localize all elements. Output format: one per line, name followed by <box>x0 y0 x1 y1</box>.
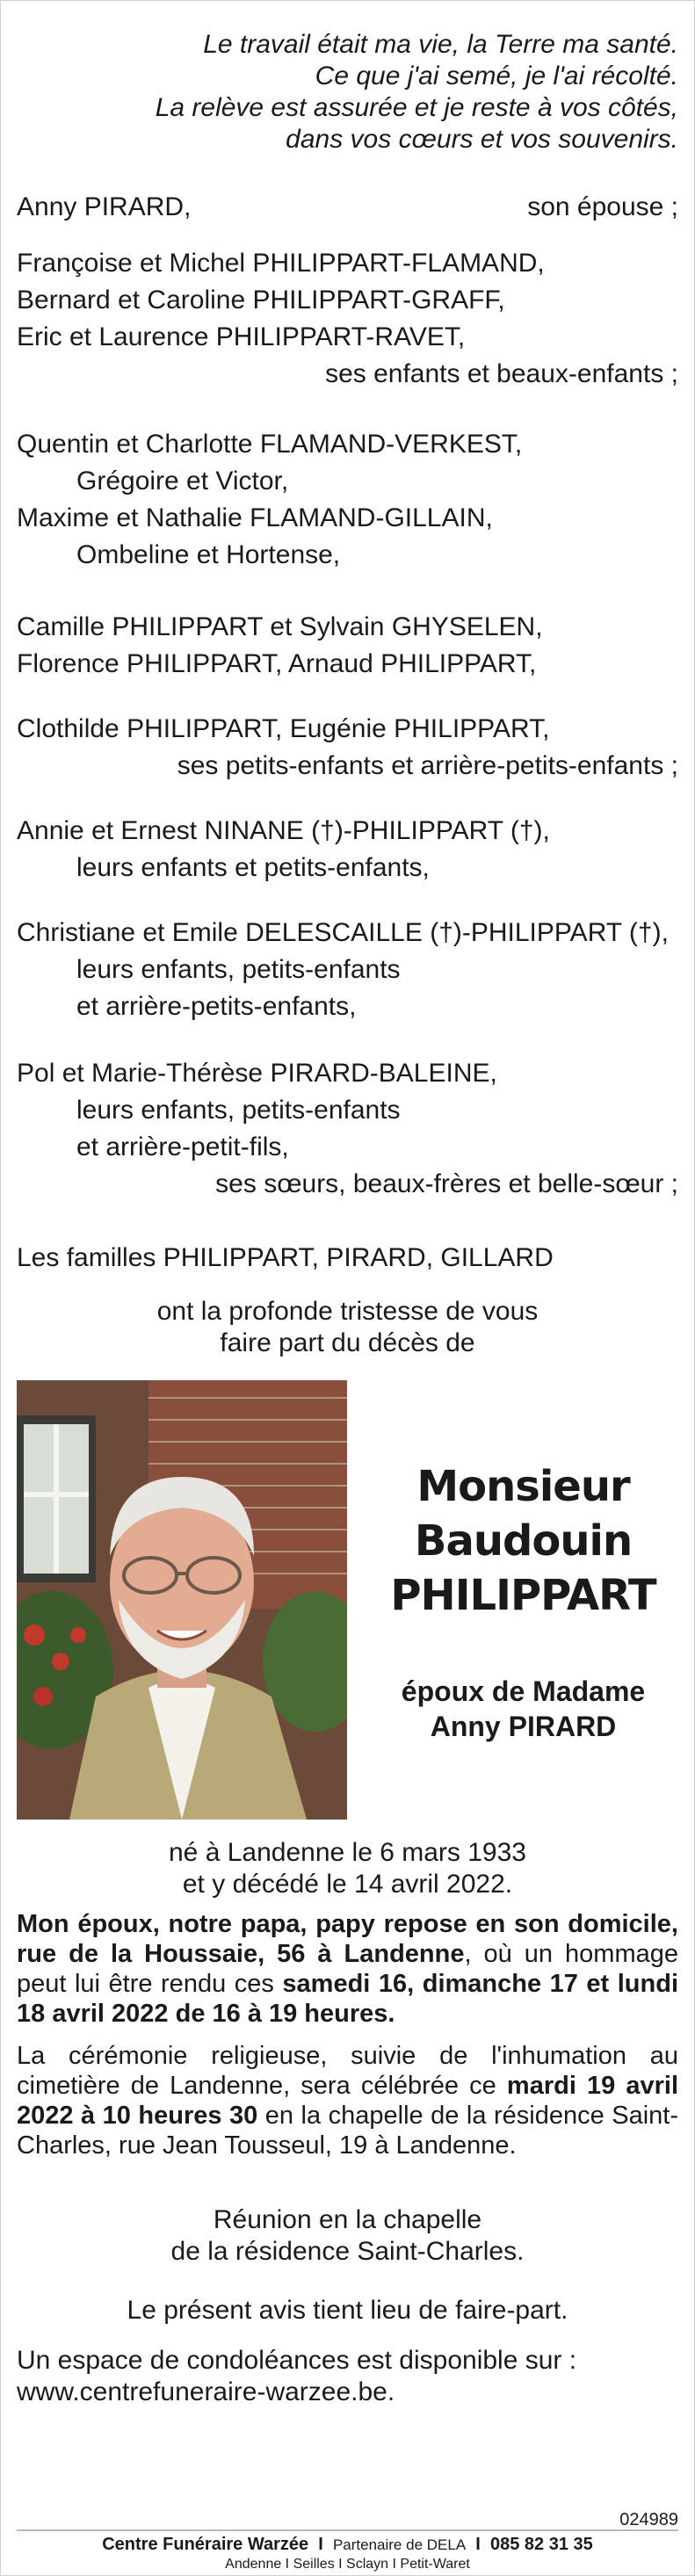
sibling-descendants-line: et arrière-petits-enfants, <box>76 992 357 1021</box>
families-line: Les familles PHILIPPART, PIRARD, GILLARD <box>17 1243 554 1272</box>
footer-separator: I <box>475 2535 481 2554</box>
footer <box>17 2529 678 2572</box>
grandchild-line: Quentin et Charlotte FLAMAND-VERKEST, <box>17 430 523 459</box>
reunion-line: de la résidence Saint-Charles. <box>170 2237 525 2266</box>
footer-company: Centre Funéraire Warzée <box>102 2535 309 2554</box>
deceased-name-block <box>368 1459 678 1744</box>
grandchild-line: Camille PHILIPPART et Sylvain GHYSELEN, <box>17 612 543 641</box>
grandchildren-block-a <box>17 426 678 574</box>
ceremony-text: La cérémonie religieuse, suivie de l'inhumation au cimetière de Landenne, sera célébrée ce <box>17 2042 678 2100</box>
condolences-text: Un espace de condoléances est disponible sur : <box>17 2346 577 2375</box>
footer-phone[interactable]: 085 82 31 35 <box>489 2535 593 2554</box>
poem-line: Ce que j'ai semé, je l'ai récolté. <box>315 62 678 90</box>
grandchildren-block-c <box>17 711 678 785</box>
sibling-descendants-line: et arrière-petit-fils, <box>76 1132 289 1161</box>
footer-main <box>17 2535 678 2555</box>
grandchild-line: Florence PHILIPPART, Arnaud PHILIPPART, <box>17 649 537 678</box>
child-line: Eric et Laurence PHILIPPART-RAVET, <box>17 322 466 351</box>
condolences-url[interactable]: www.centrefuneraire-warzee.be. <box>17 2377 395 2406</box>
birth-line: né à Landenne le 6 mars 1933 <box>169 1838 526 1867</box>
death-line: et y décédé le 14 avril 2022. <box>182 1870 513 1899</box>
reunion <box>17 2204 678 2268</box>
children-role: ses enfants et beaux-enfants ; <box>325 359 678 388</box>
viewing-paragraph <box>17 1909 678 2029</box>
spouse-name: Anny PIRARD, <box>17 192 192 221</box>
announcement <box>17 1296 678 1359</box>
viewing-text: , où un hommage peut lui être rendu ces <box>17 1940 679 1998</box>
deceased-first-name: Baudouin <box>414 1516 633 1566</box>
grandchildren-block-b <box>17 609 678 683</box>
ceremony-location: en la chapelle de la résidence Saint-Charles, rue Jean Tousseul, 19 à Landenne. <box>17 2102 678 2160</box>
footer-partner: Partenaire de DELA <box>332 2536 467 2553</box>
sibling-descendants-line: leurs enfants, petits-enfants <box>76 955 401 984</box>
grandchildren-role: ses petits-enfants et arrière-petits-enfants ; <box>177 751 678 780</box>
sibling-line: Annie et Ernest NINANE (†)-PHILIPPART (†), <box>17 816 550 845</box>
condolences <box>17 2345 678 2408</box>
deceased-spouse-line: époux de Madame <box>401 1675 646 1707</box>
poem-line: Le travail était ma vie, la Terre ma santé. <box>203 30 678 59</box>
reunion-line: Réunion en la chapelle <box>213 2205 482 2234</box>
siblings-role: ses sœurs, beaux-frères et belle-sœur ; <box>215 1169 678 1198</box>
poem <box>28 29 678 156</box>
grandchild-line: Clothilde PHILIPPART, Eugénie PHILIPPART, <box>17 714 550 743</box>
viewing-dates: samedi 16, dimanche 17 et lundi 18 avril 2022 de 16 à 19 heures. <box>17 1970 679 2028</box>
sibling-2-block <box>17 915 678 1025</box>
child-line: Françoise et Michel PHILIPPART-FLAMAND, <box>17 249 545 278</box>
great-grandchild-line: Ombeline et Hortense, <box>76 540 341 569</box>
child-line: Bernard et Caroline PHILIPPART-GRAFF, <box>17 286 505 315</box>
deceased-last-name: PHILIPPART <box>390 1571 656 1620</box>
great-grandchild-line: Grégoire et Victor, <box>76 467 289 496</box>
birth-death <box>17 1837 678 1900</box>
sibling-1-block <box>17 813 678 886</box>
announcement-line: ont la profonde tristesse de vous <box>156 1297 539 1326</box>
sibling-line: Pol et Marie-Thérèse PIRARD-BALEINE, <box>17 1059 497 1088</box>
spouse-role: son épouse ; <box>527 192 678 221</box>
deceased-title: Monsieur <box>416 1462 630 1511</box>
notice-line: Le présent avis tient lieu de faire-part. <box>127 2296 568 2325</box>
sibling-descendants-line: leurs enfants, petits-enfants <box>76 1096 401 1125</box>
deceased-photo <box>17 1380 347 1820</box>
footer-separator: I <box>318 2535 323 2554</box>
footer-locations: Andenne I Seilles I Sclayn I Petit-Waret <box>225 2557 470 2572</box>
poem-line: La relève est assurée et je reste à vos côtés, <box>155 93 678 122</box>
sibling-line: Christiane et Emile DELESCAILLE (†)-PHILIPPART (†), <box>17 918 669 947</box>
ceremony-paragraph <box>17 2041 678 2160</box>
ceremony-date: mardi 19 avril 2022 à 10 heures 30 <box>17 2072 678 2130</box>
announcement-line: faire part du décès de <box>220 1328 475 1357</box>
children-block <box>17 245 678 393</box>
sibling-3-block <box>17 1055 678 1203</box>
deceased-spouse-line: Anny PIRARD <box>430 1711 617 1742</box>
poem-line: dans vos cœurs et vos souvenirs. <box>286 125 678 154</box>
viewing-location: Mon époux, notre papa, papy repose en son domicile, rue de la Houssaie, 56 à Landenne <box>17 1910 678 1968</box>
sibling-descendants-line: leurs enfants et petits-enfants, <box>76 853 430 882</box>
spouse-row <box>17 189 678 226</box>
grandchild-line: Maxime et Nathalie FLAMAND-GILLAIN, <box>17 503 493 532</box>
deceased-spouse <box>368 1674 678 1744</box>
reference-number: 024989 <box>619 2510 678 2529</box>
